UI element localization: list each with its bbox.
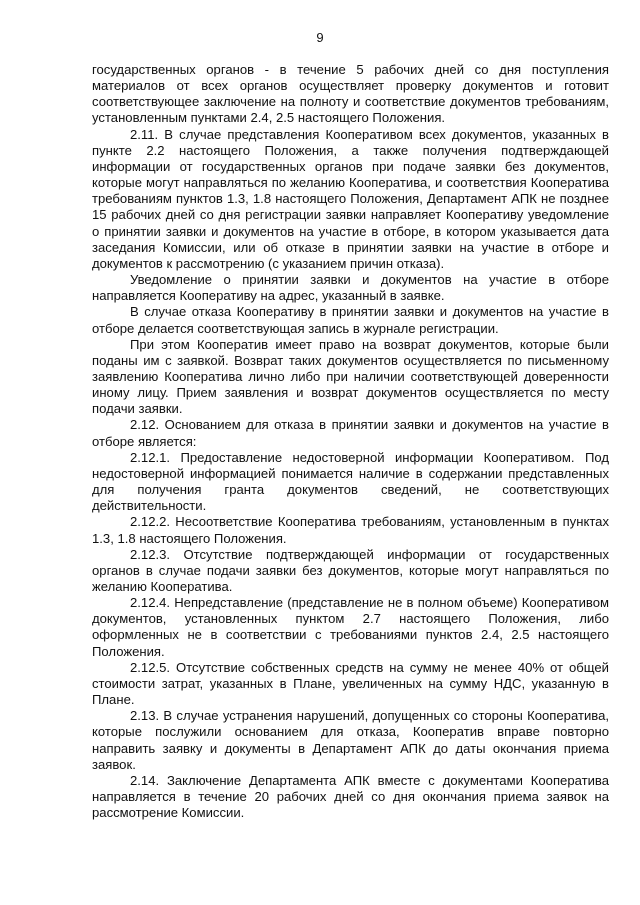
paragraph-continuation: государственных органов - в течение 5 рабочих дней со дня поступления материалов от всех органов осуществляет проверку документов и готовит соответствующее заключение на полноту и соответствие документов требованиям, установленным пунктами 2.4, 2.5 настоящего Положения. [92,62,609,126]
paragraph-notification: Уведомление о принятии заявки и документов на участие в отборе направляется Кооперативу на адрес, указанный в заявке. [92,272,609,304]
document-body [92,62,609,821]
paragraph-2-12-1: 2.12.1. Предоставление недостоверной информации Кооперативом. Под недостоверной информацией понимается наличие в содержании представленных для получения гранта документов сведений, не соответствующих действительности. [92,449,609,514]
page-number: 9 [316,30,324,45]
paragraph-2-11: 2.11. В случае представления Кооперативом всех документов, указанных в пункте 2.2 настоящего Положения, а также получения подтверждающей информации от государственных органов при подаче заявки без документов, которые могут направляться по желанию Кооператива, и соответствия Кооператива требованиям пунктов 1.3, 1.8 настоящего Положения, Департамент АПК не позднее 15 рабочих дней со дня регистрации заявки направляет Кооперативу уведомление о принятии заявки и документов на участие в отборе, в котором указывается дата заседания Комиссии, или об отказе в принятии заявки на участие в отборе и документов к рассмотрению (с указанием причин отказа). [92,126,609,271]
paragraph-2-13: 2.13. В случае устранения нарушений, допущенных со стороны Кооператива, которые послужили основанием для отказа, Кооператив вправе повторно направить заявку и документы в Департамент АПК до даты окончания приема заявок. [92,708,609,772]
paragraph-refusal-record: В случае отказа Кооперативу в принятии заявки и документов на участие в отборе делается соответствующая запись в журнале регистрации. [92,304,609,336]
paragraph-2-12-5: 2.12.5. Отсутствие собственных средств на сумму не менее 40% от общей стоимости затрат, указанных в Плане, увеличенных на сумму НДС, указанную в Плане. [92,659,609,708]
paragraph-document-return: При этом Кооператив имеет право на возврат документов, которые были поданы им с заявкой. Возврат таких документов осуществляется по письменному заявлению Кооператива лично либо при наличии соответствующей доверенности иному лицу. Прием заявления и возврат документов осуществляется по месту подачи заявки. [92,336,609,417]
paragraph-2-12-4: 2.12.4. Непредставление (представление не в полном объеме) Кооперативом документов, установленных пунктом 2.7 настоящего Положения, либо оформленных не в соответствии с требованиями пунктов 2.4, 2.5 настоящего Положения. [92,595,609,659]
paragraph-2-14: 2.14. Заключение Департамента АПК вместе с документами Кооператива направляется в течение 20 рабочих дней со дня окончания приема заявок на рассмотрение Комиссии. [92,772,609,821]
paragraph-2-12-3: 2.12.3. Отсутствие подтверждающей информации от государственных органов в случае подачи заявки без документов, которые могут направляться по желанию Кооператива. [92,546,609,594]
paragraph-2-12: 2.12. Основанием для отказа в принятии заявки и документов на участие в отборе является: [92,417,609,449]
paragraph-2-12-2: 2.12.2. Несоответствие Кооператива требованиям, установленным в пунктах 1.3, 1.8 настоящего Положения. [92,514,609,546]
